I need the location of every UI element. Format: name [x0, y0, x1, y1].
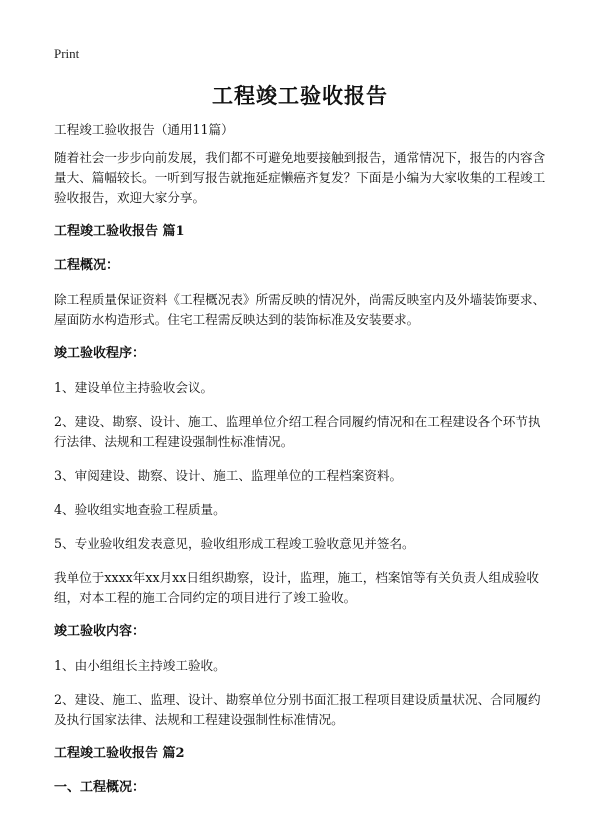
overview-heading: 工程概况：	[54, 258, 120, 273]
content-item: 2、建设、施工、监理、设计、勘察单位分别书面汇报工程项目建设质量状况、合同履约及执行国家法律、法规和工程建设强制性标准情况。	[54, 692, 541, 727]
overview-paragraph: 除工程质量保证资料《工程概况表》所需反映的情况外，尚需反映室内及外墙装饰要求、屋面防水构造形式。住宅工程需反映达到的装饰标准及安装要求。	[54, 292, 546, 327]
procedure-heading: 竣工验收程序：	[54, 346, 146, 361]
page-title: 工程竣工验收报告	[212, 83, 388, 108]
procedure-summary: 我单位于xxxx年xx月xx日组织勘察，设计，监理，施工，档案馆等有关负责人组成验收组，对本工程的施工合同约定的项目进行了竣工验收。	[54, 570, 540, 605]
procedure-item: 5、专业验收组发表意见，验收组形成工程竣工验收意见并签名。	[54, 536, 415, 551]
procedure-item: 4、验收组实地查验工程质量。	[54, 502, 226, 517]
procedure-item: 3、审阅建设、勘察、设计、施工、监理单位的工程档案资料。	[54, 468, 403, 483]
section-2-heading: 一、工程概况：	[54, 780, 146, 795]
intro-paragraph: 随着社会一步步向前发展，我们都不可避免地要接触到报告，通常情况下，报告的内容含量大、篇幅较长。一听到写报告就拖延症懒癌齐复发？下面是小编为大家收集的工程竣工验收报告，欢迎大家分享。	[54, 150, 546, 205]
procedure-item: 2、建设、勘察、设计、施工、监理单位介绍工程合同履约情况和在工程建设各个环节执行法律、法规和工程建设强制性标准情况。	[54, 414, 541, 449]
document-body	[54, 120, 552, 812]
content-item: 1、由小组组长主持竣工验收。	[54, 658, 226, 673]
section-1-title: 工程竣工验收报告 篇1	[54, 224, 185, 239]
procedure-item: 1、建设单位主持验收会议。	[54, 380, 214, 395]
document-subtitle: 工程竣工验收报告（通用11篇）	[54, 122, 234, 137]
section-2-title: 工程竣工验收报告 篇2	[54, 746, 185, 761]
content-heading: 竣工验收内容：	[54, 624, 146, 639]
print-link[interactable]: Print	[54, 46, 80, 61]
